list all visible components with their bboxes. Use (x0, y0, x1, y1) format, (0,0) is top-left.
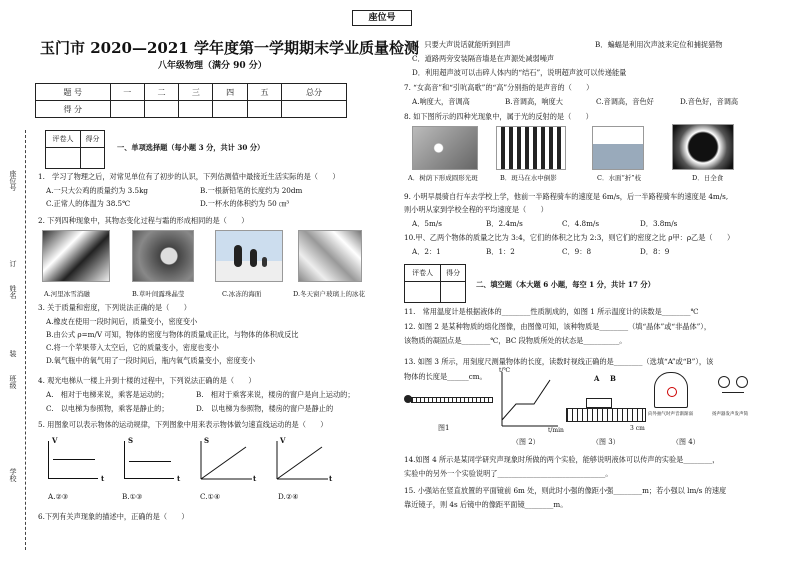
score-cell[interactable] (247, 101, 281, 118)
q8-caption-c: C．水面“折”枝 (597, 174, 642, 182)
q12-line2: 该物质的凝固点是________℃，BC 段物质所处的状态是__________。 (404, 336, 627, 345)
graph-2-xlabel: t (177, 474, 181, 483)
q8-photo-a (412, 126, 478, 170)
q7-stem: 7. “女高音”和“引吭高歌”的“高”分别指的是声音的（ ） (404, 83, 594, 92)
fig3-sight-a: A (594, 374, 600, 383)
graph-4-xlabel: t (329, 474, 333, 483)
score-cell[interactable] (110, 101, 144, 118)
fig3-label: （图 3） (592, 438, 620, 446)
q6-option-d: D．利用超声波可以击碎人体内的“结石”，说明超声波可以传递能量 (412, 68, 627, 77)
graph-4 (276, 441, 328, 481)
score-cell[interactable] (213, 101, 247, 118)
grader-label: 评卷人 (405, 265, 441, 282)
side-label-class: 班级 (9, 375, 17, 389)
side-label-school: 学校 (9, 468, 17, 482)
q1-option-b: B.一根新铅笔的长度约为 20dm (200, 186, 303, 195)
q3-option-c: C.将一个苹果带入太空后，它的质量变小，密度也变小 (46, 343, 219, 352)
q5-option-a: A.②③ (48, 492, 69, 501)
q8-photo-c (592, 126, 644, 170)
grader-box-2 (404, 264, 466, 303)
graph-2 (124, 441, 174, 479)
q15-line1: 15. 小强站在竖直放置的平面镜前 6m 处，则此时小强的像距小强________m；若小强以 lm/s 的速度 (404, 486, 727, 495)
q5-option-b: B.①③ (122, 492, 143, 501)
q9-option-c: C．4.8m/s (562, 219, 600, 228)
q2-stem: 2. 下列四种现象中，其物态变化过程与霜的形成相同的是（ ） (38, 216, 249, 225)
score-table (35, 83, 347, 118)
q3-stem: 3. 关于质量和密度，下列说法正确的是（ ） (38, 303, 191, 312)
graph-4-ylabel: V (280, 436, 286, 445)
fig2-label: （图 2） (512, 438, 540, 446)
q2-photo-c (215, 230, 283, 282)
side-label-ding: 订 (9, 260, 17, 267)
fig2-ylabel: t/℃ (499, 367, 511, 374)
section2-heading: 二、填空题（本大题 6 小题，每空 1 分，共计 17 分） (476, 280, 655, 289)
q7-option-d: D.音色好，音调高 (680, 97, 739, 106)
grader-label: 评卷人 (46, 131, 81, 148)
fig1-label: 图1 (438, 424, 450, 432)
graph-3 (200, 441, 252, 481)
q6-option-b: B．蝙蝠是利用次声波来定位和捕捉猎物 (595, 40, 723, 49)
q14-line1: 14.如图 4 所示是某同学研究声现象时所做的两个实验，能够说明液体可以传声的实验是________， (404, 455, 720, 464)
grader-box-1 (45, 130, 105, 169)
q9-line2: 则小明从家到学校全程的平均速度是（ ） (404, 205, 548, 214)
q5-graphs (48, 436, 338, 486)
q1-stem: 1. 学习了物理之后，对常见单位有了初步的认识，下列估测值中最接近生活实际的是（ ） (38, 172, 340, 181)
q4-option-d: D. 以电梯为参照物，楼房的窗户是静止的 (196, 404, 334, 413)
subject-line: 八年级物理（满分 90 分） (158, 61, 267, 71)
score-cell[interactable] (144, 101, 178, 118)
q4-option-b: B. 相对于乘客来说，楼房的窗户是向上运动的； (196, 390, 355, 399)
q10-option-b: B．1：2 (486, 247, 515, 256)
q2-caption-b: B.草叶间露珠晶莹 (132, 290, 185, 298)
q13-line2: 物体的长度是______cm。 (404, 372, 487, 381)
seat-number-label: 座位号 (352, 10, 412, 26)
q7-option-c: C.音调高，音色好 (596, 97, 654, 106)
q8-photo-b (496, 126, 566, 170)
fig3-ruler (566, 408, 646, 422)
q1-option-c: C.正常人的体温为 38.5℃ (46, 199, 131, 208)
q2-photo-a (42, 230, 110, 282)
q2-photo-d (298, 230, 362, 282)
score-cell[interactable] (282, 101, 347, 118)
q1-option-d: D.一杯水的体积约为 50 ㎝³ (200, 199, 290, 208)
score-header: 二 (144, 84, 178, 101)
q2-caption-c: C.冰冻的海面 (222, 290, 262, 298)
q5-stem: 5. 用图象可以表示物体的运动规律，下列图象中用来表示物体做匀速直线运动的是（ ） (38, 420, 328, 429)
graph-1-ylabel: V (52, 436, 58, 445)
q6-option-c: C．道路两旁安装隔音墙是在声源处减弱噪声 (412, 54, 555, 63)
q11: 11. 常用温度计是根据液体的________性质制成的，如图 1 所示温度计的读数是________℃ (404, 307, 699, 316)
fig4-tin-note: 扬声器发声发声筒 (712, 412, 748, 417)
q9-option-a: A．5m/s (412, 219, 442, 228)
score-header: 三 (179, 84, 213, 101)
fig1-thermometer (404, 392, 494, 406)
side-label-name: 姓名 (9, 285, 17, 299)
q3-option-b: B.由公式 ρ=m/V 可知，物体的密度与物体的质量成正比，与物体的体积成反比 (46, 330, 299, 339)
q1-option-a: A.一只大公鸡的质量约为 3.5kg (46, 186, 149, 195)
section1-heading: 一、单项选择题（每小题 3 分，共计 30 分） (117, 143, 265, 152)
q5-option-c: C.①④ (200, 492, 221, 501)
fig4-label: （图 4） (672, 438, 700, 446)
graph-3-xlabel: t (253, 474, 257, 483)
q7-option-a: A.响度大，音调高 (412, 97, 470, 106)
q5-option-d: D.②④ (278, 492, 299, 501)
q4-option-a: A. 相对于电梯来说，乘客是运动的； (46, 390, 169, 399)
score-header: 题 号 (36, 84, 111, 101)
q8-photo-d (672, 124, 734, 170)
q7-option-b: B.音调高，响度大 (505, 97, 563, 106)
exam-title: 玉门市 2020—2021 学年度第一学期期末学业质量检测 (40, 39, 419, 57)
q2-photo-b (132, 230, 194, 282)
q4-stem: 4. 观光电梯从一楼上升到十楼的过程中，下列说法正确的是（ ） (38, 376, 256, 385)
q15-line2: 靠近镜子，则 4s 后镜中的像距平面镜________m。 (404, 500, 568, 509)
binding-line (25, 130, 26, 550)
score-header: 一 (110, 84, 144, 101)
q8-caption-d: D．日全食 (692, 174, 724, 182)
fig2-xlabel: t/min (548, 427, 564, 434)
q9-option-d: D．3.8m/s (640, 219, 678, 228)
grader-score-label: 得分 (441, 265, 466, 282)
score-header: 总分 (282, 84, 347, 101)
graph-2-ylabel: S (128, 436, 134, 445)
fig3-ruler-unit: 3 cm (630, 425, 645, 432)
q10-option-d: D．8：9 (640, 247, 670, 256)
side-label-zhuang: 装 (9, 350, 17, 357)
fig2-melting-graph (496, 370, 560, 432)
q8-caption-b: B．斑马在水中倒影 (500, 174, 557, 182)
q12-line1: 12. 如图 2 是某种物质的熔化图像，由图像可知，该种物质是________（填“晶体”或“非晶体”）， (404, 322, 712, 331)
fig4-bell-note: 向外抽气时声音渐渐弱 (648, 412, 693, 417)
q3-option-a: A.橡皮在使用一段时间后，质量变小，密度变小 (46, 317, 198, 326)
q6-stem: 6.下列有关声现象的描述中，正确的是（ ） (38, 512, 189, 521)
graph-1-xlabel: t (101, 474, 105, 483)
q2-caption-a: A.河里冰雪消融 (44, 290, 90, 298)
q4-option-c: C. 以电梯为参照物，乘客是静止的； (46, 404, 169, 413)
q2-caption-d: D.冬天窗户玻璃上的冰花 (293, 290, 366, 298)
score-cell[interactable] (179, 101, 213, 118)
q9-line1: 9. 小明早晨骑自行车去学校上学，他前一半路程骑车的速度是 6m/s，后一半路程骑车的速度是 4m/s, (404, 192, 729, 201)
q10-option-a: A．2：1 (412, 247, 441, 256)
side-label-seat: 座位号 (9, 170, 17, 191)
q10-option-c: C．9：8 (562, 247, 592, 256)
q10-stem: 10.甲、乙两个物体的质量之比为 3:4，它们的体积之比为 2:3，则它们的密度之比 ρ甲：ρ乙是（ ） (404, 233, 735, 242)
fig4-tin-phone (714, 372, 750, 408)
q9-option-b: B．2.4m/s (486, 219, 523, 228)
grader-score-label: 得分 (81, 131, 105, 148)
q3-option-d: D.氧气瓶中的氧气用了一段时间后，瓶内氧气质量变小，密度变小 (46, 356, 256, 365)
fig3-object (586, 398, 612, 408)
graph-1 (48, 441, 98, 479)
score-header: 五 (247, 84, 281, 101)
score-header: 四 (213, 84, 247, 101)
q8-caption-a: A．树荫下形成圆形光斑 (408, 174, 478, 182)
q6-option-a: A．只要大声说话就能听到回声 (412, 40, 511, 49)
q8-stem: 8. 如下图所示的四种光现象中，属于光的反射的是（ ） (404, 112, 593, 121)
fig4-bell-jar (654, 372, 688, 408)
graph-3-ylabel: S (204, 436, 210, 445)
score-row-label: 得 分 (36, 101, 111, 118)
q14-line2: 实验中的另外一个实验说明了______________________________。 (404, 469, 613, 478)
fig3-sight-b: B (610, 374, 616, 383)
q13-line1: 13. 如图 3 所示，用刻度尺测量物体的长度，读数时视线正确的是________（选填“A”或“B”），该 (404, 357, 714, 366)
